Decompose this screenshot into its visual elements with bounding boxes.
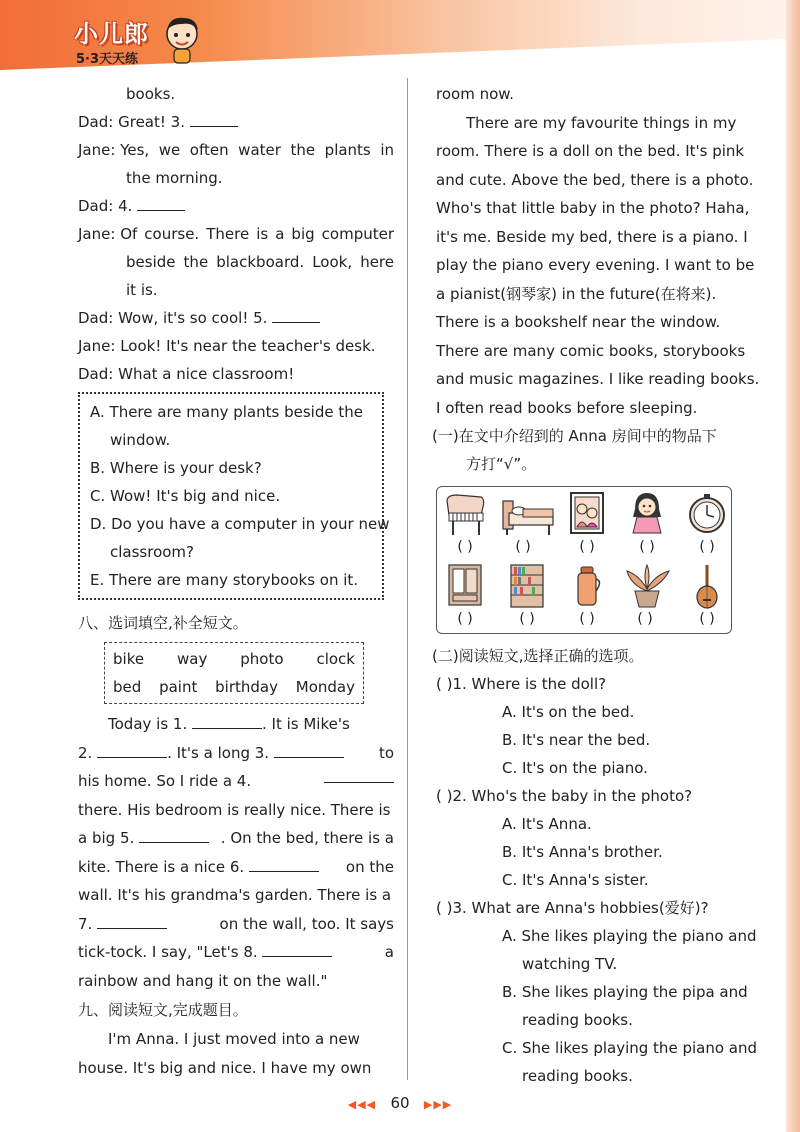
cloze-line: there. His bedroom is really nice. There is bbox=[78, 800, 391, 819]
word-option: way bbox=[177, 650, 208, 668]
bed-icon bbox=[499, 491, 557, 537]
option-item: E. There are many storybooks on it. bbox=[90, 571, 359, 589]
dialogue-line: the morning. bbox=[126, 169, 223, 187]
answer-blank[interactable] bbox=[97, 913, 167, 929]
word-option: clock bbox=[316, 650, 355, 668]
cloze-line: kite. There is a nice 6. on the bbox=[78, 857, 394, 876]
answer-blank[interactable] bbox=[274, 742, 344, 758]
passage-line: There is a bookshelf near the window. bbox=[436, 313, 721, 331]
dialogue-line: Dad: Great! 3. bbox=[78, 108, 394, 136]
answer-option: reading books. bbox=[522, 1011, 633, 1029]
check-mark-slot[interactable]: ( ) bbox=[457, 611, 473, 627]
passage-line: room now. bbox=[436, 85, 514, 103]
left-arrows-icon: ◀◀◀ bbox=[347, 1098, 377, 1111]
answer-blank[interactable] bbox=[190, 111, 238, 127]
cloze-passage bbox=[78, 710, 394, 995]
dialogue-line: Jane: Of course. There is a big computer bbox=[78, 225, 394, 243]
dialogue-line: beside the blackboard. Look, here bbox=[126, 253, 394, 271]
right-column bbox=[432, 80, 760, 1090]
cloze-line: tick-tock. I say, "Let's 8. a bbox=[78, 943, 394, 961]
page-edge bbox=[786, 0, 800, 1132]
brand-logo bbox=[74, 14, 204, 66]
passage-line: it's me. Beside my bed, there is a piano. I bbox=[436, 227, 748, 246]
dialogue-line: Dad: 4. bbox=[78, 192, 394, 220]
plant-icon bbox=[621, 563, 673, 609]
picture-item bbox=[683, 563, 731, 635]
answer-blank[interactable] bbox=[139, 827, 209, 843]
answer-option: C. She likes playing the piano and bbox=[502, 1039, 757, 1057]
options-box bbox=[78, 392, 390, 600]
dialogue-line: Jane: Look! It's near the teacher's desk. bbox=[78, 337, 376, 355]
check-mark-slot[interactable]: ( ) bbox=[515, 539, 531, 555]
passage-line: I'm Anna. I just moved into a new bbox=[108, 1030, 360, 1048]
passage-line: Who's that little baby in the photo? Haha, bbox=[436, 199, 750, 217]
answer-option: B. She likes playing the pipa and bbox=[502, 983, 748, 1001]
dialogue-line: Jane: Yes, we often water the plants in bbox=[78, 141, 394, 159]
picture-item bbox=[621, 563, 669, 635]
question-2[interactable]: ( )2. Who's the baby in the photo? bbox=[436, 787, 693, 805]
page-number: 60 bbox=[390, 1094, 410, 1112]
option-item: D. Do you have a computer in your new bbox=[90, 515, 390, 533]
answer-option: A. It's Anna. bbox=[502, 815, 592, 833]
page-footer bbox=[0, 1094, 800, 1112]
right-arrows-icon: ▶▶▶ bbox=[423, 1098, 453, 1111]
brand-subtitle: 5·3天天练 bbox=[76, 52, 139, 67]
option-item: A. There are many plants beside the bbox=[90, 403, 363, 421]
word-bank-row bbox=[113, 673, 355, 701]
check-mark-slot[interactable]: ( ) bbox=[457, 539, 473, 555]
part1-title: (一)在文中介绍到的 Anna 房间中的物品下 bbox=[432, 427, 717, 445]
word-option: photo bbox=[240, 650, 284, 668]
question-1[interactable]: ( )1. Where is the doll? bbox=[436, 675, 607, 693]
mascot-icon bbox=[162, 14, 202, 66]
left-column bbox=[78, 80, 394, 1082]
dialogue-line: Dad: What a nice classroom! bbox=[78, 365, 295, 383]
photo-icon bbox=[563, 491, 611, 537]
check-mark-slot[interactable]: ( ) bbox=[579, 611, 595, 627]
passage-line: There are many comic books, storybooks bbox=[436, 341, 746, 360]
check-mark-slot[interactable]: ( ) bbox=[699, 539, 715, 555]
cloze-line: rainbow and hang it on the wall." bbox=[78, 971, 328, 990]
word-option: paint bbox=[159, 678, 198, 696]
picture-item bbox=[441, 563, 489, 635]
check-mark-slot[interactable]: ( ) bbox=[699, 611, 715, 627]
word-option: bed bbox=[113, 678, 142, 696]
cloze-line: 7. on the wall, too. It says bbox=[78, 914, 394, 933]
cloze-line: his home. So I ride a 4. bbox=[78, 767, 394, 796]
picture-item bbox=[563, 491, 611, 563]
passage-line: room. There is a doll on the bed. It's pink bbox=[436, 142, 745, 160]
answer-blank[interactable] bbox=[249, 856, 319, 872]
brand-title: 小儿郎 bbox=[74, 20, 149, 48]
part1-title-2: 方打“√”。 bbox=[466, 455, 537, 473]
pipa-icon bbox=[683, 563, 731, 609]
answer-blank[interactable] bbox=[262, 941, 332, 957]
dialogue-line: books. bbox=[126, 85, 176, 103]
word-option: bike bbox=[113, 650, 145, 668]
answer-option: B. It's Anna's brother. bbox=[502, 843, 663, 861]
passage-line: I often read books before sleeping. bbox=[436, 398, 698, 417]
answer-option: reading books. bbox=[522, 1067, 633, 1085]
passage-line: There are my favourite things in my bbox=[466, 113, 737, 132]
cloze-line: wall. It's his grandma's garden. There is a bbox=[78, 886, 392, 904]
question-3[interactable]: ( )3. What are Anna's hobbies(爱好)? bbox=[436, 899, 709, 917]
passage-line: play the piano every evening. I want to be bbox=[436, 256, 755, 274]
answer-option: C. It's on the piano. bbox=[502, 759, 648, 777]
cloze-line: 2. . It's a long 3. to bbox=[78, 743, 394, 762]
answer-blank[interactable] bbox=[272, 307, 320, 323]
answer-option: C. It's Anna's sister. bbox=[502, 871, 649, 889]
cloze-line: Today is 1. . It is Mike's bbox=[108, 715, 350, 733]
answer-blank[interactable] bbox=[324, 767, 394, 783]
answer-blank[interactable] bbox=[137, 195, 185, 211]
answer-option: A. She likes playing the piano and bbox=[502, 927, 757, 945]
doll-icon bbox=[623, 491, 671, 537]
wardrobe-icon bbox=[441, 563, 489, 609]
picture-item bbox=[683, 491, 731, 563]
picture-item bbox=[441, 491, 489, 563]
answer-blank[interactable] bbox=[192, 713, 262, 729]
check-mark-slot[interactable]: ( ) bbox=[639, 539, 655, 555]
passage-line: a pianist(钢琴家) in the future(在将来). bbox=[436, 284, 717, 303]
dialogue-line: Dad: Wow, it's so cool! 5. bbox=[78, 304, 394, 332]
column-divider bbox=[407, 78, 408, 1080]
passage-line: and cute. Above the bed, there is a photo. bbox=[436, 170, 754, 189]
option-item: window. bbox=[110, 431, 171, 449]
answer-option: watching TV. bbox=[522, 955, 618, 973]
option-item: C. Wow! It's big and nice. bbox=[90, 487, 281, 505]
picture-item bbox=[563, 563, 611, 635]
option-item: classroom? bbox=[110, 543, 195, 561]
check-mark-slot[interactable]: ( ) bbox=[637, 611, 653, 627]
word-bank bbox=[104, 642, 364, 704]
option-item: B. Where is your desk? bbox=[90, 459, 262, 477]
bookshelf-icon bbox=[503, 563, 551, 609]
section-8-title: 八、选词填空,补全短文。 bbox=[78, 614, 248, 632]
picture-item bbox=[623, 491, 671, 563]
clock-icon bbox=[683, 491, 731, 537]
part2-title: (二)阅读短文,选择正确的选项。 bbox=[432, 647, 644, 665]
passage-line: and music magazines. I like reading books. bbox=[436, 370, 760, 388]
piano-icon bbox=[441, 491, 489, 537]
reading-passage bbox=[436, 80, 760, 422]
answer-option: A. It's on the bed. bbox=[502, 703, 635, 721]
word-option: Monday bbox=[295, 678, 355, 696]
answer-option: B. It's near the bed. bbox=[502, 731, 651, 749]
thermos-icon bbox=[563, 563, 611, 609]
picture-item bbox=[503, 563, 551, 635]
check-mark-slot[interactable]: ( ) bbox=[519, 611, 535, 627]
word-option: birthday bbox=[215, 678, 278, 696]
answer-blank[interactable] bbox=[97, 742, 167, 758]
picture-grid bbox=[436, 486, 732, 634]
check-mark-slot[interactable]: ( ) bbox=[579, 539, 595, 555]
word-bank-row bbox=[113, 645, 355, 673]
passage-line: house. It's big and nice. I have my own bbox=[78, 1058, 372, 1077]
section-9-title: 九、阅读短文,完成题目。 bbox=[78, 1001, 248, 1019]
cloze-line: a big 5. . On the bed, there is a bbox=[78, 829, 394, 847]
picture-item bbox=[499, 491, 547, 563]
reading-passage-start bbox=[78, 1025, 394, 1082]
dialogue-line: it is. bbox=[126, 281, 158, 299]
